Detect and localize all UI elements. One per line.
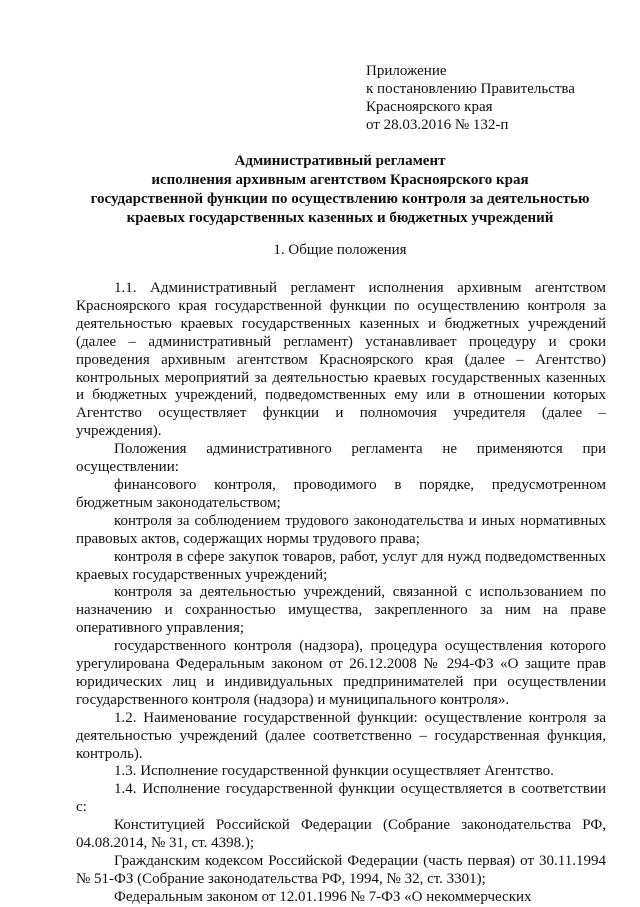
paragraph: контроля в сфере закупок товаров, работ, услуг для нужд подведомственных краевых государственных учреждений; (76, 548, 606, 583)
paragraph: 1.4. Исполнение государственной функции осуществляется в соответствии с: (76, 781, 606, 816)
paragraph: финансового контроля, проводимого в порядке, предусмотренном бюджетным законодательством; (76, 476, 606, 511)
paragraph: контроля за соблюдением трудового законодательства и иных нормативных правовых актов, содержащих нормы трудового права; (76, 512, 606, 547)
approval-line: Красноярского края (366, 99, 493, 115)
paragraph: 1.3. Исполнение государственной функции осуществляет Агентство. (114, 763, 554, 780)
title-line: исполнения архивным агентством Красноярского края (151, 172, 529, 188)
paragraph: 1.1. Административный регламент исполнения архивным агентством Красноярского края государственной функции по осуществлению контроля за деятельностью краевых государственных казенных и бюджетных учреждений (далее – административный регламент) устанавливает процедуру и сроки проведения архивным агентством Красноярского края (далее – Агентство) контрольных мероприятий за деятельностью краевых государственных казенных и бюджетных учреждений, подведомственных ему или в отношении которых Агентство осуществляет функции и полномочия учредителя (далее – учреждения). (76, 280, 606, 440)
paragraph: 1.2. Наименование государственной функции: осуществление контроля за деятельностью учреждений (далее соответственно – государственная функция, контроль). (76, 709, 606, 762)
section-heading: 1. Общие положения (273, 242, 407, 258)
document-body (76, 280, 606, 907)
paragraph: контроля за деятельностью учреждений, связанной с использованием по назначению и сохранностью имущества, закрепленного за ним на праве оперативного управления; (76, 584, 606, 637)
approval-line: Приложение (366, 63, 447, 79)
paragraph: Федеральным законом от 12.01.1996 № 7-ФЗ «О некоммерческих (114, 888, 532, 905)
title-line: краевых государственных казенных и бюджетных учреждений (126, 210, 554, 226)
paragraph: Положения административного регламента не применяются при осуществлении: (76, 441, 606, 476)
title-line: государственной функции по осуществлению контроля за деятельностью (90, 191, 590, 207)
paragraph: Конституцией Российской Федерации (Собрание законодательства РФ, 04.08.2014, № 31, ст. 4398.); (76, 817, 606, 852)
approval-line: к постановлению Правительства (366, 81, 575, 97)
title-line: Административный регламент (234, 153, 446, 169)
paragraph: Гражданским кодексом Российской Федерации (часть первая) от 30.11.1994 № 51-ФЗ (Собрание законодательства РФ, 1994, № 32, ст. 3301); (76, 853, 606, 887)
paragraph: государственного контроля (надзора), процедура осуществления которого урегулирована Федеральным законом от 26.12.2008 № 294-ФЗ «О защите прав юридических лиц и индивидуальных предпринимателей при осуществлении государственного контроля (надзора) и муниципального контроля». (76, 638, 606, 708)
approval-line: от 28.03.2016 № 132-п (366, 117, 509, 133)
document-title (70, 152, 610, 228)
approval-block (366, 62, 575, 134)
